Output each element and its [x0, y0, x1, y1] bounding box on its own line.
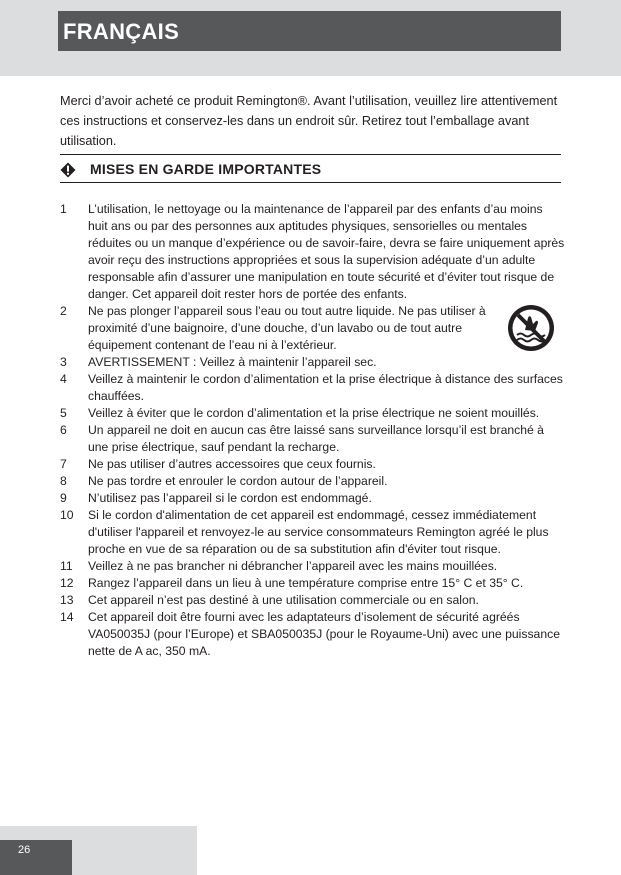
warnings-title: MISES EN GARDE IMPORTANTES: [90, 161, 322, 177]
list-item: [60, 473, 565, 490]
item-text: Cet appareil n’est pas destiné à une utilisation commerciale ou en salon.: [88, 593, 479, 607]
item-text: Veillez à maintenir le cordon d’alimentation et la prise électrique à distance des surfaces chauffées.: [88, 372, 563, 403]
item-text: Un appareil ne doit en aucun cas être laissé sans surveillance lorsqu’il est branché à une prise électrique, sauf pendant la recharge.: [88, 423, 544, 454]
item-text: L’utilisation, le nettoyage ou la maintenance de l’appareil par des enfants d’au moins huit ans ou par des personnes aux aptitudes physiques, sensorielles ou mentales réduites ou un manque d’expérience ou de savoir-faire, devra se faire uniquement après avoir reçu des instructions appropriées et sous la supervision adéquate d’un adulte responsable afin d’assurer une manipulation en toute sécurité et d’éviter tout risque de danger. Cet appareil doit rester hors de portée des enfants.: [88, 202, 565, 301]
item-number: 7: [60, 457, 67, 471]
item-text: Ne pas utiliser d’autres accessoires que ceux fournis.: [88, 457, 376, 471]
item-text: AVERTISSEMENT : Veillez à maintenir l’appareil sec.: [88, 355, 377, 369]
list-item: [60, 575, 565, 592]
list-item: [60, 507, 565, 558]
list-item: [60, 422, 565, 456]
no-water-icon: [506, 303, 556, 353]
item-text: Ne pas tordre et enrouler le cordon autour de l’appareil.: [88, 474, 388, 488]
list-item: [60, 609, 565, 660]
warnings-list: [60, 201, 565, 660]
page-number-box: [0, 840, 72, 875]
list-item: [60, 490, 565, 507]
item-number: 3: [60, 355, 67, 369]
list-item: [60, 354, 565, 371]
warnings-header: [60, 154, 561, 183]
language-title: FRANÇAIS: [63, 19, 180, 44]
item-text: Veillez à ne pas brancher ni débrancher l’appareil avec les mains mouillées.: [88, 559, 498, 573]
page-number: 26: [18, 844, 31, 856]
item-number: 8: [60, 474, 67, 488]
item-text: Rangez l’appareil dans un lieu à une température comprise entre 15° C et 35° C.: [88, 576, 524, 590]
item-text: Cet appareil doit être fourni avec les adaptateurs d’isolement de sécurité agréés VA050035J (pour l’Europe) et SBA050035J (pour le Royaume-Uni) avec une puissance nette de A ac, 350 mA.: [88, 610, 560, 658]
item-number: 5: [60, 406, 67, 420]
item-number: 1: [60, 202, 67, 216]
list-item: [60, 405, 565, 422]
list-item: [60, 303, 565, 354]
item-text: Si le cordon d'alimentation de cet appareil est endommagé, cessez immédiatement d'utiliser l'appareil et renvoyez-le au service consommateurs Remington agréé le plus proche en vue de sa réparation ou de sa substitution afin d'éviter tout risque.: [88, 508, 549, 556]
item-number: 10: [60, 508, 74, 522]
item-number: 13: [60, 593, 74, 607]
list-item: [60, 371, 565, 405]
item-number: 6: [60, 423, 67, 437]
item-number: 2: [60, 304, 67, 318]
item-text: N’utilisez pas l’appareil si le cordon est endommagé.: [88, 491, 372, 505]
item-number: 4: [60, 372, 67, 386]
item-number: 9: [60, 491, 67, 505]
intro-paragraph: Merci d’avoir acheté ce produit Remington®. Avant l’utilisation, veuillez lire attentivement ces instructions et conservez-les dans un endroit sûr. Retirez tout l’emballage avant utilisation.: [60, 94, 558, 148]
warning-icon: [60, 162, 76, 178]
list-item: [60, 456, 565, 473]
list-item: [60, 201, 565, 303]
list-item: [60, 592, 565, 609]
item-number: 11: [60, 559, 73, 573]
item-number: 14: [60, 610, 74, 624]
language-bar: [58, 11, 561, 51]
item-text: Veillez à éviter que le cordon d’alimentation et la prise électrique ne soient mouillés.: [88, 406, 540, 420]
list-item: [60, 558, 565, 575]
item-text: Ne pas plonger l’appareil sous l’eau ou tout autre liquide. Ne pas utiliser à proximité d’une baignoire, d’une douche, d’un lavabo ou de tout autre équipement contenant de l’eau ni à l’extérieur.: [88, 304, 486, 352]
item-number: 12: [60, 576, 74, 590]
